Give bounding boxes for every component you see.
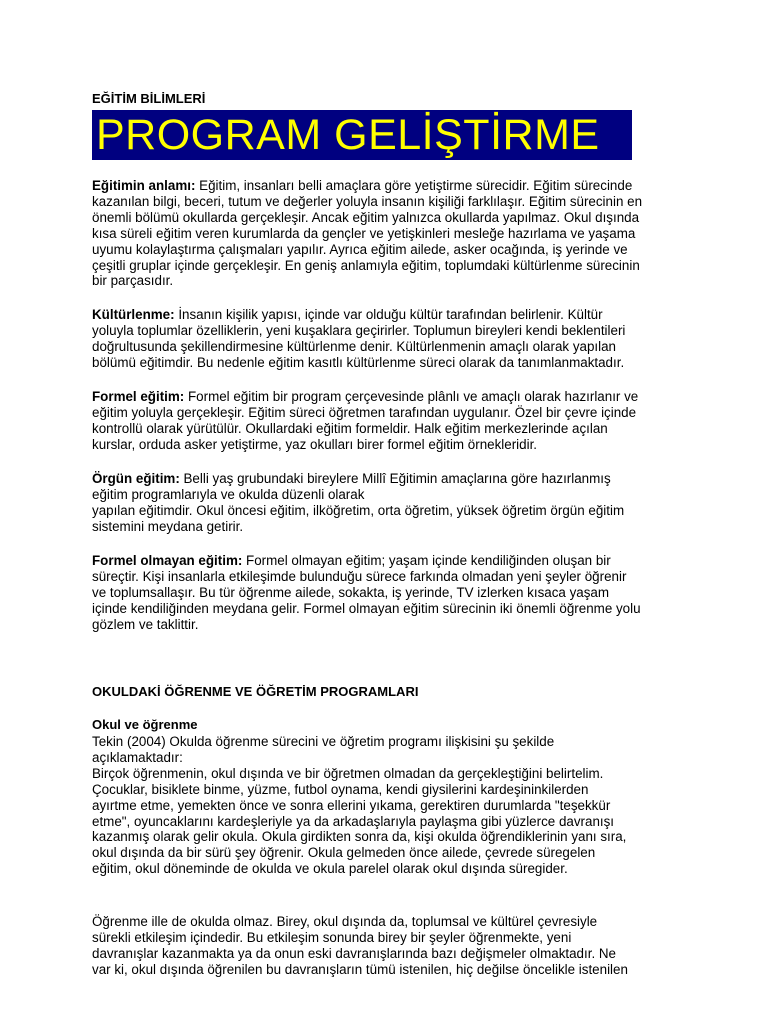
paragraph-orgun-egitim [92, 471, 682, 535]
paragraph-okul-ve-ogrenme [92, 734, 682, 877]
text-line: Birçok öğrenmenin, okul dışında ve bir öğretmen olmadan da gerçekleştiğini belirtelim. [92, 765, 604, 781]
text-line: kazanılan bilgi, beceri, tutum ve değerler yoluyla insanın kişiliği farklılaşır. Eğitim sürecinin en [92, 193, 643, 209]
text-line: Örgün eğitim: Belli yaş grubundaki bireylere Millî Eğitimin amaçlarına göre hazırlanmış [92, 471, 611, 486]
term-label: Formel eğitim: [92, 389, 185, 404]
text-line: eğitim, okul döneminde de okulda ve okula parelel olarak okul dışında süregider. [92, 861, 568, 877]
text-line: ayırtme etme, yemekten önce ve sonra ellerini yıkama, gerektiren durumlarda "teşekkür [92, 797, 611, 813]
text-line: açıklamaktadır: [92, 749, 183, 765]
text-line: etme", oyuncaklarını kardeşleriyle ya da arkadaşlarıyla paylaşma gibi yüzlerce davranışı [92, 813, 615, 829]
text-line: Formel eğitim: Formel eğitim bir program çerçevesinde plânlı ve amaçlı olarak hazırlanır ve [92, 389, 639, 404]
document-kicker: EĞİTİM BİLİMLERİ [92, 91, 206, 106]
text-line: Tekin (2004) Okulda öğrenme sürecini ve öğretim programı ilişkisini şu şekilde [92, 734, 555, 749]
text-line: bölümü eğitimdir. Bu nedenle eğitim kasıtlı kültürlenme süreci olarak da tanımlanmaktadır. [92, 354, 625, 370]
text-line: eğitim programlarıyla ve okulda düzenli olarak [92, 486, 365, 502]
text-line: davranışlar kazanmakta ya da onun eski davranışlarında bazı değişmeler olmaktadır. Ne [92, 945, 616, 961]
text-line: yapılan eğitimdir. Okul öncesi eğitim, ilköğretim, orta öğretim, yüksek öğretim örgün eğitim [92, 502, 625, 518]
text-line: eğitim yoluyla gerçekleşir. Eğitim süreci öğretmen tarafından uygulanır. Özel bir çevre içinde [92, 404, 637, 420]
text-line: içinde kendiliğinden meydana gelir. Formel olmayan eğitim sürecinin iki önemli öğrenme yolu [92, 600, 641, 616]
text-line: kurslar, orduda asker yetiştirme, yaz okulları birer formel eğitim örnekleridir. [92, 436, 538, 452]
paragraph-formel-olmayan-egitim [92, 553, 682, 633]
section-subheading: Okul ve öğrenme [92, 717, 198, 732]
text-line: kontrollü olarak yürütülür. Okullardaki eğitim formeldir. Halk eğitim merkezlerinde açılan [92, 420, 608, 436]
paragraph-kulturlenme [92, 307, 682, 371]
text-line: Eğitimin anlamı: Eğitim, insanları belli amaçlara göre yetiştirme sürecidir. Eğitim sürecinde [92, 178, 633, 193]
paragraph-ogrenme-okul-disi [92, 914, 682, 978]
text-line: önemli bölümü okullarda gerçekleşir. Ancak eğitim yalnızca okullarda yapılmaz. Okul dışında [92, 209, 640, 225]
text-line: okul dışında da bir sürü şey öğrenir. Okula gelmeden önce ailede, çevrede süregelen [92, 845, 596, 861]
text-line: ve toplumsallaşır. Bu tür öğrenme ailede, sokakta, iş yerinde, TV izlerken kısaca yaşam [92, 584, 610, 600]
paragraph-egitimin-anlami [92, 178, 682, 289]
section-heading: OKULDAKİ ÖĞRENME VE ÖĞRETİM PROGRAMLARI [92, 684, 419, 699]
text-line: var ki, okul dışında öğrenilen bu davranışların tümü istenilen, hiç değilse öncelikle istenilen [92, 961, 628, 977]
paragraph-formel-egitim [92, 389, 682, 453]
text-line: çeşitli gruplar içinde gerçekleşir. En geniş anlamıyla eğitim, toplumdaki kültürlenme sürecinin [92, 257, 640, 273]
title-banner [92, 110, 632, 160]
term-label: Eğitimin anlamı: [92, 178, 196, 193]
text-line: kısa süreli eğitim veren kurumlarda da gençler ve yetişkinleri mesleğe hazırlama ve yaşama [92, 225, 636, 241]
term-label: Örgün eğitim: [92, 471, 180, 486]
page-title: PROGRAM GELİŞTİRME [96, 111, 600, 159]
text-line: süreçtir. Kişi insanlarla etkileşimde bulunduğu sürece farkında olmadan yeni şeyler öğrenir [92, 568, 627, 584]
text-line: bir parçasıdır. [92, 273, 174, 289]
text-line: Formel olmayan eğitim: Formel olmayan eğitim; yaşam içinde kendiliğinden oluşan bir [92, 553, 611, 568]
term-label: Kültürlenme: [92, 307, 175, 322]
text-line: kazanmış olarak gelir okula. Okula girdikten sonra da, kişi okulda öğrendiklerinin yanı sıra, [92, 829, 627, 845]
text-line: Kültürlenme: İnsanın kişilik yapısı, içinde var olduğu kültür tarafından belirlenir. Kültür [92, 307, 603, 322]
text-line: yoluyla toplumlar özelliklerin, yeni kuşaklara geçirirler. Toplumun bireyleri kendi beklentileri [92, 322, 626, 338]
text-line: Öğrenme ille de okulda olmaz. Birey, okul dışında da, toplumsal ve kültürel çevresiyle [92, 914, 598, 929]
term-label: Formel olmayan eğitim: [92, 553, 243, 568]
text-line: sürekli etkileşim içindedir. Bu etkileşim sonunda birey bir şeyler öğrenmekte, yeni [92, 929, 572, 945]
text-line: doğrultusunda şekillendirmesine kültürlenme denir. Kültürlenmenin amaçlı olarak yapılan [92, 338, 617, 354]
text-line: sistemini meydana getirir. [92, 518, 244, 534]
text-line: uyumu kolaylaştırma çalışmaları yapılır. Ayrıca eğitim ailede, asker ocağında, iş yerinde ve [92, 241, 628, 257]
text-line: Çocuklar, bisiklete binme, yüzme, futbol oynama, kendi giysilerini kardeşininkilerden [92, 781, 589, 797]
text-line: gözlem ve taklittir. [92, 616, 199, 632]
